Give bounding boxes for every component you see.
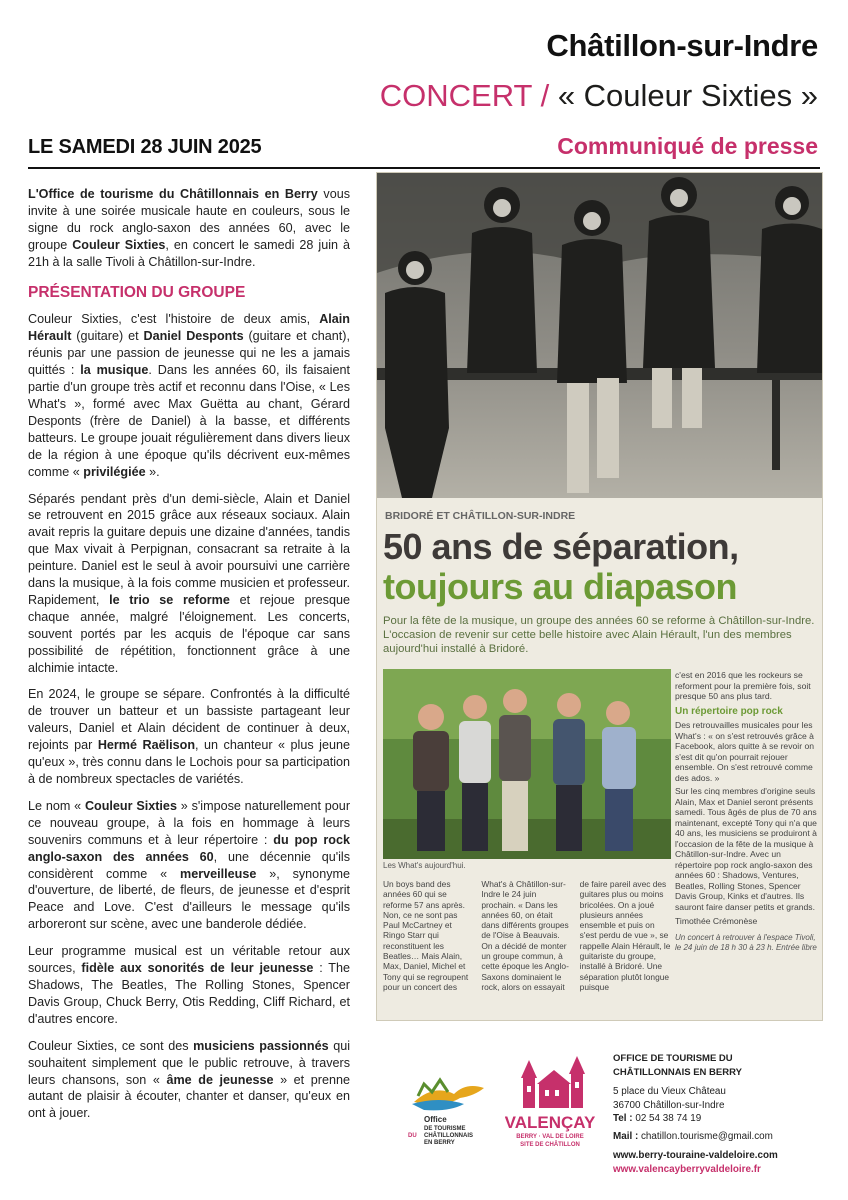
mail-value: chatillon.tourisme@gmail.com <box>638 1130 773 1142</box>
photo-caption: Les What's aujourd'hui. <box>383 861 466 870</box>
paragraph-4: Le nom « Couleur Sixties » s'impose naturellement pour ce nouveau groupe, à la fois en hommage à leurs souvenirs communs et à leur répertoire : du pop rock anglo-saxon des années 60, une décennie qu'ils considèrent comme « merveilleuse », synonyme d'ouverture, de liberté, de fleurs, de jeunesse et d'esprit Peace and Love. C'est d'ailleurs le message qu'ils arboreront sur scène, avec une banderole dédiée. <box>28 798 351 932</box>
logo-ot-line3: CHÂTILLONNAIS <box>424 1133 473 1139</box>
valencay-logo <box>505 1050 595 1155</box>
contact-org-1: OFFICE DE TOURISME DU <box>613 1053 733 1064</box>
mail-label: Mail : <box>613 1130 639 1142</box>
website-link-2[interactable]: www.valencayberryvaldeloire.fr <box>613 1163 761 1175</box>
title-concert <box>380 78 818 114</box>
logo-ot-line1: Office <box>424 1115 447 1124</box>
clipping-right-p3: Sur les cinq membres d'origine seuls Alain, Max et Daniel seront présents samedi. Tous âgés de plus de 70 ans maintenant, excepté Tony qui n'a que 40 ans, les musiciens se produiront à l'occasion de la fête de la musique à Châtillon-sur-Indre. Avec un répertoire pop rock anglo-saxon des années 60 : Shadows, Ventures, Beatles, Rolling Stones, Spencer Davis Group, Kinks et d'autres. Ils sauront faire danser petits et grands. <box>675 786 817 912</box>
clipping-tivoli-note: Un concert à retrouver à l'espace Tivoli, le 24 juin de 18 h 30 à 23 h. Entrée libre <box>675 932 817 952</box>
contact-block <box>613 1052 833 1176</box>
press-release-label: Communiqué de presse <box>557 133 818 159</box>
band-photo-1960s <box>377 173 822 498</box>
title-slash: / <box>540 78 550 113</box>
intro-text-1: vous invite à une soirée musicale haute en couleurs, sous le signe du rock anglo-saxon des années 60, avec le groupe <box>28 187 350 252</box>
title-town: Châtillon-sur-Indre <box>546 28 818 63</box>
intro-paragraph <box>28 186 350 271</box>
header-divider <box>28 167 820 169</box>
newspaper-clipping <box>376 172 823 1021</box>
tourist-office-logo <box>404 1074 494 1154</box>
paragraph-5: Leur programme musical est un véritable retour aux sources, fidèle aux sonorités de leur jeunesse : The Shadows, The Beatles, The Rolling Stones, Spencer Davis Group, Chuck Berry, Otis Redding, Cliff Richard, et d'autres encore. <box>28 944 350 1026</box>
tel-value: 02 54 38 74 19 <box>632 1113 702 1124</box>
clipping-section-label: BRIDORÉ ET CHÂTILLON-SUR-INDRE <box>385 510 576 522</box>
logo-ot-line2: DE TOURISME <box>424 1126 466 1132</box>
clipping-bottom-columns <box>383 879 671 1019</box>
concert-word: CONCERT <box>379 78 532 113</box>
clipping-right-column <box>675 670 818 954</box>
date-line: LE SAMEDI 28 JUIN 2025 <box>28 136 262 158</box>
band-photo-today <box>383 669 671 859</box>
band-title: « Couleur Sixties » <box>557 78 818 113</box>
website-link-1[interactable]: www.berry-touraine-valdeloire.com <box>613 1150 778 1161</box>
paragraph-3: En 2024, le groupe se sépare. Confrontés à la difficulté de trouver un batteur et un bassiste partageant leur valeurs, Daniel et Alain décident de continuer à deux, rejoints par Hermé Raëlison, un chanteur « plus jeune qu'eux », très connu dans le Lochois pour sa participation à de nombreux spectacles de variétés. <box>28 687 350 786</box>
paragraph-1: Couleur Sixties, c'est l'histoire de deux amis, Alain Hérault (guitare) et Daniel Desponts (guitare et chant), réunis par une passion de jeunesse qui ne les a jamais quittés : la musique. Dans les années 60, ils faisaient partie d'un groupe très actif et reconnu dans l'Oise, « Les What's », formé avec Max Guëtta au chant, Gérard Desponts (frère de Daniel) à la basse, et différents batteurs. Le groupe jouait régulièrement dans divers lieux de la région à une époque qu'ils décrivent eux-mêmes comme « privilégiée ». <box>28 312 350 479</box>
logo-val-sub2: SITE DE CHÂTILLON <box>520 1142 580 1148</box>
logo-ot-du: DU <box>408 1133 417 1139</box>
paragraph-2: Séparés pendant près d'un demi-siècle, Alain et Daniel se retrouvent en 2015 grâce aux réseaux sociaux. Alain avait repris la guitare depuis une dizaine d'années, tandis que Max vivait à Perpignan, consacrant sa retraite à la peinture. Daniel est le seul à avoir poursuivi une carrière dans la musique, à la fois comme musicien et professeur. Rapidement, le trio se reforme et rejoue presque chaque année, malgré l'éloignement. Les concerts, souvent portés par les acquis de l'époque car sans possibilité de répétition, fonctionnent grâce à une alchimie intacte. <box>28 491 350 675</box>
contact-address-1: 5 place du Vieux Château <box>613 1086 726 1097</box>
clipping-signature: Timothée Crémonèse <box>675 916 758 926</box>
clipping-headline-2: toujours au diapason <box>383 566 738 607</box>
clipping-body: Un boys band des années 60 qui se reforme 57 ans après. Non, ce ne sont pas Paul McCartney et Ringo Starr qui reconstituent les Beatles… Mais Alain, Max, Daniel, Michel et Tony qui se regroupent pour un concert des What's à Châtillon-sur-Indre le 24 juin prochain. « Dans les années 60, on était dans différents groupes de l'Oise à Beauvais. On a décidé de monter un groupe commun, à cette époque les Anglo-Saxons dominaient le rock, alors on essayait de faire pareil avec des guitares plus ou moins bricolées. On a joué plusieurs années ensemble et puis on s'est perdu de vue », se rappelle Alain Hérault, le guitariste du groupe, installé à Bridoré. Une séparation plutôt longue puisque <box>383 879 671 992</box>
contact-tel <box>613 1112 833 1126</box>
clipping-subheading: Un répertoire pop rock <box>675 705 783 717</box>
tel-label: Tel : <box>613 1113 633 1124</box>
logo-val-name: VALENÇAY <box>505 1113 595 1132</box>
intro-text-2: , en concert le samedi 28 juin à 21h à la salle Tivoli à Châtillon-sur-Indre. <box>28 237 350 269</box>
intro-band: Couleur Sixties <box>72 237 166 252</box>
section-title: PRÉSENTATION DU GROUPE <box>28 283 246 301</box>
clipping-headline-1: 50 ans de séparation, <box>383 526 739 567</box>
logo-val-sub1: BERRY · VAL DE LOIRE <box>516 1134 584 1140</box>
logo-ot-line4: EN BERRY <box>424 1140 455 1146</box>
contact-org-2: CHÂTILLONNAIS EN BERRY <box>613 1066 742 1078</box>
clipping-lead: Pour la fête de la musique, un groupe des années 60 se reforme à Châtillon-sur-Indre. L'occasion de revenir sur cette belle histoire avec Alain Hérault, l'un des membres aujourd'hui installé à Bridoré. <box>383 615 815 656</box>
clipping-right-p1: c'est en 2016 que les rockeurs se reforment pour la première fois, soit presque 50 ans plus tard. <box>675 670 811 701</box>
clipping-right-p2: Des retrouvailles musicales pour les What's : « on s'est retrouvés grâce à Facebook, alors quitte à se revoir on s'est dit qu'on pourrait rejouer ensemble. On s'est retrouvé comme des ados. » <box>675 720 815 783</box>
paragraph-6: Couleur Sixties, ce sont des musiciens passionnés qui souhaitent simplement que le public retrouve, à travers leurs chansons, son « âme de jeunesse » et prenne autant de plaisir à écouter, chanter et danser, qu'eux en ont à jouer. <box>28 1038 351 1121</box>
intro-org: L'Office de tourisme du Châtillonnais en Berry <box>28 187 318 201</box>
contact-address-2: 36700 Châtillon-sur-Indre <box>613 1099 725 1111</box>
contact-mail <box>613 1130 833 1144</box>
left-column-text <box>28 186 350 1132</box>
